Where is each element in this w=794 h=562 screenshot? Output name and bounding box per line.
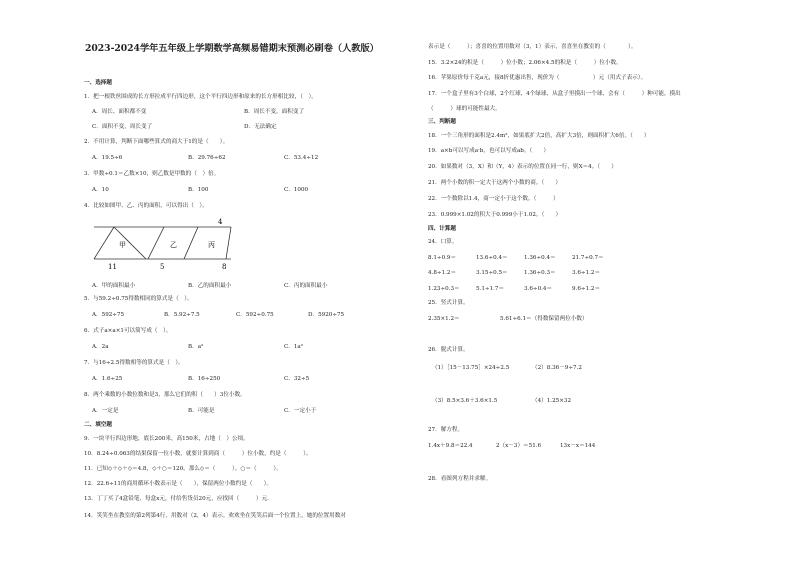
question-line: 14．笑笑坐在教室的第2列第4行，用数对（2，4）表示。欢欢坐在笑笑后面一个位置上，她的位置用数对	[84, 513, 346, 519]
question-line: 表示是（ ）；喜喜的位置用数对（3，1）表示，喜喜坐在教室的（ ）。	[428, 44, 637, 50]
figure-label-bing: 丙	[208, 241, 215, 249]
question-line: C．面积不变，周长变了	[92, 124, 153, 130]
question-line: A．甲的面积最小	[92, 283, 136, 289]
question-line: 13．丁丁买了4盒铅笔，每盒x元，付给售货员20元，应找回（ ）元．	[84, 496, 273, 502]
question-line: A．10	[92, 187, 109, 193]
section-heading: 一、选择题	[84, 80, 112, 86]
figure-top-number: 4	[218, 218, 223, 226]
question-line: （4）1.25×32	[532, 398, 572, 404]
question-line: A．2a	[92, 344, 109, 350]
question-line: 3.6÷1.2＝	[572, 270, 601, 276]
question-line: C．592÷0.75	[236, 312, 274, 318]
question-line: A．592÷75	[92, 312, 125, 318]
question-line: 21.7÷0.7＝	[572, 255, 604, 261]
question-line: 20．如果数对（3，X）和（Y，4）表示的位置在同一行，则X＝4。（ ）	[428, 164, 617, 170]
question-line: 11．已知◇＋◇＋◇＝4.8，◇＋○＝120，那么◇＝（ ），○＝（ ）。	[84, 466, 282, 472]
question-line: 1.23÷0.3＝	[428, 286, 460, 292]
question-line: 16．苹果原价每千克a元，接8折优惠出售，现价为（ ）元（用式子表示）。	[428, 75, 647, 81]
question-line: 21．两个小数的积一定大于这两个小数的商。（ ）	[428, 180, 561, 186]
question-line: （2）8.36－9÷7.2	[532, 365, 582, 371]
question-line: 5．与59.2÷0.75得数相同的算式是（ ）。	[84, 296, 193, 302]
figure-label-jia: 甲	[119, 241, 126, 249]
question-line: C．1000	[284, 187, 309, 193]
section-heading: 二、填空题	[84, 422, 112, 428]
question-line: 1．把一根铁丝围成的长方形拉成平行四边形，这个平行四边形和原来的长方形相比较，（ ）。	[84, 94, 317, 100]
figure-edge	[148, 227, 164, 259]
question-line: B．5.92÷7.5	[164, 312, 200, 318]
question-line: 22．一个数除以1.4，商一定小于这个数。（ ）	[428, 196, 559, 202]
question-line: B．100	[188, 187, 209, 193]
question-line: 12．22.6÷11的商用循环小数表示是（ ），保留两位小数约是（ ）。	[84, 481, 272, 487]
question-line: 5.1÷1.7＝	[476, 286, 505, 292]
question-line: 4.8÷1.2＝	[428, 270, 457, 276]
question-line: A．周长、面积都不变	[92, 109, 147, 115]
question-line: 13x－x＝144	[560, 443, 596, 449]
question-line: 3.6÷0.4＝	[524, 286, 553, 292]
question-line: 2.35×1.2＝	[428, 316, 460, 322]
question-line: B．乙的面积最小	[188, 283, 232, 289]
figure-label-yi: 乙	[170, 241, 177, 249]
question-line: 26．脱式计算。	[428, 347, 469, 353]
question-line: A．19.5÷6	[92, 155, 123, 161]
question-line: 27．解方程。	[428, 427, 464, 433]
question-line: 6．式子a×a×1可以简写成（ ）。	[84, 328, 172, 334]
question-line: 28．看图列方程并求解。	[428, 476, 492, 482]
page-title: 2023-2024学年五年级上学期数学高频易错期末预测必刷卷（人教版）	[85, 43, 379, 54]
question-line: 1.36÷0.3＝	[524, 270, 556, 276]
question-line: 8.1÷0.9＝	[428, 255, 457, 261]
figure-bottom-number: 11	[108, 263, 117, 271]
question-line: （ ）球的可能性最大。	[428, 106, 501, 112]
question-line: 23．0.999×1.02的积大于0.999小于1.02。（ ）	[428, 212, 562, 218]
question-line: （1）［15－13.75］×24÷2.5	[432, 365, 510, 371]
question-line: B．29.76÷62	[188, 155, 226, 161]
question-line: 2（x－3）＝51.6	[496, 443, 542, 449]
question-line: 4．比较如图甲、乙、丙的面积，可以得出（ ）。	[84, 203, 208, 209]
question-line: 10．8.24÷0.063的结果保留一位小数，就要计算到商（ ）位小数，约是（ ）。	[84, 451, 312, 457]
figure-bottom-number: 8	[222, 263, 227, 271]
question-line: 8．两个乘数的小数位数和是3，那么它们的积（ ）3位小数。	[84, 392, 246, 398]
question-line: 24．口算。	[428, 239, 458, 245]
question-line: 9．一块平行四边形地，底长200米，高150米，占地（ ）公顷。	[84, 436, 249, 442]
question-line: 19．a×b可以写成a·b，也可以写成ab。（ ）	[428, 148, 550, 154]
question-line: 3．甲数÷0.1＝乙数×10，则乙数是甲数的（ ）倍。	[84, 171, 220, 177]
question-line: B．周长不变，面积变了	[244, 109, 305, 115]
question-line: 5.61÷6.1＝（得数保留两位小数）	[500, 316, 588, 322]
question-line: 25．竖式计算。	[428, 300, 469, 306]
question-line: A．1.6÷25	[92, 376, 123, 382]
figure-edge	[226, 227, 231, 259]
question-line: 2．不用计算，判断下面哪些算式的商大于1的是（ ）。	[84, 139, 229, 145]
section-heading: 三、判断题	[428, 119, 456, 125]
question-line: D．无法确定	[244, 124, 277, 130]
question-line: 18．一个三角形的面积是2.4m²，如果底扩大2倍，高扩大3倍，则面积扩大6倍。（ ）	[428, 133, 650, 139]
question-line: 15．3.2×24的积是（ ）位小数；2.06×4.5的积是（ ）位小数。	[428, 60, 622, 66]
question-line: C．53.4÷12	[284, 155, 319, 161]
question-line: D．5920÷75	[308, 312, 345, 318]
question-line: 13.6÷0.4＝	[476, 255, 508, 261]
figure-edge	[184, 227, 198, 259]
figure-edge	[94, 227, 114, 259]
question-line: C．一定小于	[284, 408, 317, 414]
question-line: B．16÷250	[188, 376, 221, 382]
question-line: （3）8.5×3.6＋3.6×1.5	[432, 398, 498, 404]
question-line: B．a²	[188, 344, 204, 350]
question-line: 9.6÷1.2＝	[572, 286, 601, 292]
question-line: C．1a²	[284, 344, 304, 350]
question-line: A．一定是	[92, 408, 119, 414]
question-line: C．32÷5	[284, 376, 310, 382]
question-line: B．可能是	[188, 408, 215, 414]
question-line: 1.36÷0.4＝	[524, 255, 556, 261]
parallelogram-figure	[86, 215, 236, 271]
question-line: 3.15÷0.5＝	[476, 270, 508, 276]
section-heading: 四、计算题	[428, 226, 456, 232]
question-line: 17．一个盒子里有3个白球，2个红球，4个绿球，从盒子里摸出一个球，会有（ ）种可能，摸出	[428, 91, 681, 97]
question-line: 7．与16÷2.5得数相等的算式是（ ）。	[84, 360, 184, 366]
question-line: 1.4x＋9.8＝22.4	[428, 443, 473, 449]
figure-bottom-number: 5	[160, 263, 165, 271]
question-line: C．丙的面积最小	[284, 283, 328, 289]
